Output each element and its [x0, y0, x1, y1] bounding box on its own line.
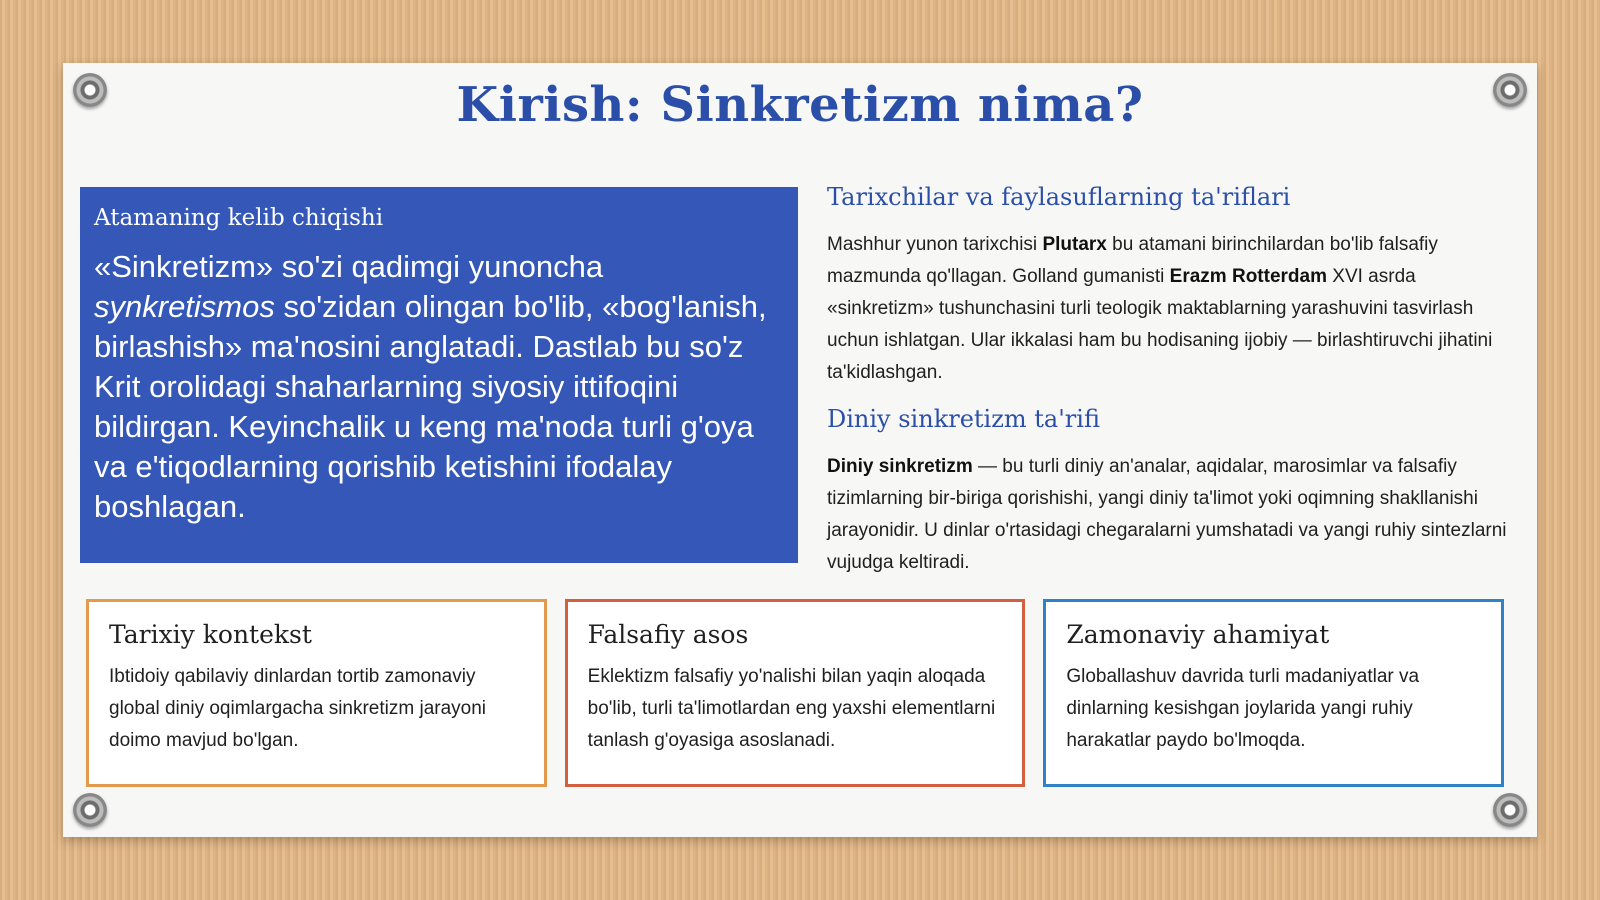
term-origin-text-part: «Sinkretizm» so'zi qadimgi yunoncha	[94, 249, 604, 284]
card-title: Tarixiy kontekst	[109, 620, 312, 649]
card-text: Ibtidoiy qabilaviy dinlardan tortib zamonaviy global diniy oqimlargacha sinkretizm jarayoni doimo mavjud bo'lgan.	[109, 666, 487, 751]
card-title: Falsafiy asos	[587, 620, 749, 649]
definitions-paragraph	[827, 229, 1517, 389]
card-modern-significance	[1043, 599, 1504, 787]
term-origin-text-part: so'zidan olingan bo'lib, «bog'lanish, birlashish» ma'nosini anglatadi. Dastlab bu so'z Krit orolidagi shaharlarning siyosiy ittifoqini bildirgan. Keyinchalik u keng ma'noda turli g'oya va e'tiqodlarning qorishib ketishini ifodalay boshlagan.	[94, 289, 767, 524]
text-part: XVI asrda «sinkretizm» tushunchasini turli teologik maktablarning yarashuvini tasvirlash uchun ishlatgan. Ular ikkalasi ham bu hodisaning ijobiy — birlashtiruvchi jihatini ta'kidlashgan.	[827, 266, 1493, 383]
definitions-column	[827, 183, 1517, 595]
page-title: Kirish: Sinkretizm nima?	[456, 77, 1144, 133]
card-historical-context	[86, 599, 547, 787]
definitions-heading: Tarixchilar va faylasuflarning ta'riflari	[827, 183, 1291, 211]
card-text: Globallashuv davrida turli madaniyatlar va dinlarning kesishgan joylarida yangi ruhiy harakatlar paydo bo'lmoqda.	[1066, 666, 1420, 751]
italic-term: synkretismos	[94, 289, 275, 324]
text-part: — bu turli diniy an'analar, aqidalar, marosimlar va falsafiy tizimlarning bir-biriga qorishishi, yangi diniy ta'limot yoki oqimning shakllanishi jarayonidir. U dinlar o'rtasidagi chegaralarni yumshatadi va yangi ruhiy sintezlarni vujudga keltiradi.	[827, 456, 1507, 573]
term-origin-heading: Atamaning kelib chiqishi	[94, 205, 384, 231]
card-philosophical-basis	[565, 599, 1026, 787]
religious-heading: Diniy sinkretizm ta'rifi	[827, 405, 1100, 433]
pushpin-icon	[1493, 793, 1527, 827]
religious-term: Diniy sinkretizm	[827, 456, 973, 477]
religious-paragraph	[827, 451, 1517, 579]
slide-board	[63, 63, 1537, 837]
name-erazm: Erazm Rotterdam	[1169, 266, 1327, 287]
card-title: Zamonaviy ahamiyat	[1066, 620, 1330, 649]
card-text: Eklektizm falsafiy yo'nalishi bilan yaqin aloqada bo'lib, turli ta'limotlardan eng yaxshi elementlarni tanlash g'oyasiga asoslanadi.	[587, 666, 996, 751]
term-origin-box	[80, 187, 798, 563]
text-part: Mashhur yunon tarixchisi	[827, 234, 1043, 255]
text-part: bu atamani birinchilardan bo'lib falsafiy mazmunda qo'llagan. Golland gumanisti	[827, 234, 1438, 287]
pushpin-icon	[73, 793, 107, 827]
info-cards	[86, 599, 1504, 787]
name-plutarx: Plutarx	[1042, 234, 1107, 255]
term-origin-text	[94, 247, 784, 527]
